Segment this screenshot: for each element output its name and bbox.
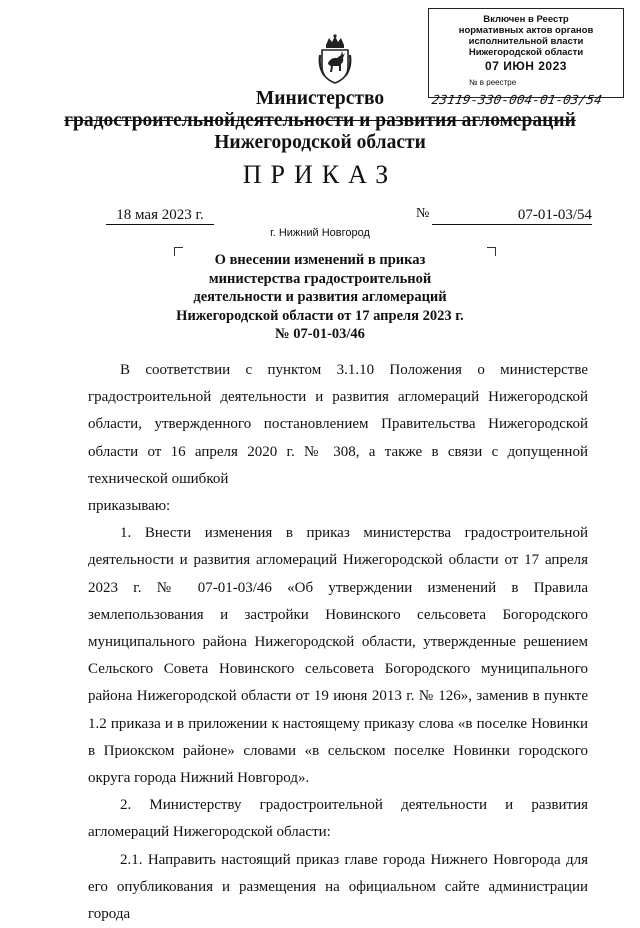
number-sign: № <box>416 206 430 221</box>
body-paragraph-item-1: 1. Внести изменения в приказ министерства градостроительной деятельности и развития агломераций Нижегородской области от 17 апреля 2023 г. № 07-01-03/46 «Об утверждении изменений в Правила землепользования и застройки Новинского сельсовета Богородского муниципального района Нижегородской области, утвержденные решением Сельского Совета Новинского сельсовета Богородского муниципального района Нижегородской области от 19 июня 2013 г. № 126», заменив в пункте 1.2 приказа и в приложении к настоящему приказу слова «в поселке Новинки в Приокском районе» словами «в сельском поселке Новинки городского округа города Нижний Новгород». <box>88 525 588 787</box>
subject-line: министерства градостроительной <box>208 270 432 287</box>
body-order-word: приказываю: <box>88 498 171 515</box>
ministry-region: Нижегородской области <box>214 132 426 153</box>
body-paragraph-preamble: В соответствии с пунктом 3.1.10 Положения о министерстве градостроительной деятельности и развития агломераций Нижегородской области, утвержденного постановлением Правительства Нижегородской области от 16 апреля 2020 г. № 308, а также в связи с допущенной технической ошибкой <box>88 362 588 487</box>
document-type-heading: ПРИКАЗ <box>242 160 398 189</box>
stamp-registry-number: 23119-330-004-01-03/54 <box>430 92 604 107</box>
coat-of-arms-icon <box>316 33 354 85</box>
stamp-line: нормативных актов органов <box>458 25 594 36</box>
subject-line: деятельности и развития агломераций <box>193 289 447 305</box>
body-paragraph-item-2-1: 2.1. Направить настоящий приказ главе города Нижнего Новгорода для его опубликования и размещения на официальном сайте администрации города <box>88 851 588 923</box>
document-city: г. Нижний Новгород <box>270 227 370 239</box>
document-number: 07-01-03/54 <box>432 206 592 225</box>
stamp-date: 07 ИЮН 2023 <box>485 59 567 73</box>
stamp-line: Нижегородской области <box>468 47 584 58</box>
subject-line: № 07-01-03/46 <box>275 326 365 342</box>
stamp-line: исполнительной власти <box>468 36 584 47</box>
document-body <box>88 357 588 928</box>
document-subject <box>150 251 490 344</box>
subject-line: О внесении изменений в приказ <box>214 252 426 268</box>
document-date: 18 мая 2023 г. <box>106 206 214 225</box>
ministry-title: Министерство <box>255 88 385 109</box>
body-paragraph-item-2: 2. Министерству градостроительной деятельности и развития агломераций Нижегородской области: <box>88 797 588 841</box>
stamp-line: Включен в Реестр <box>483 14 569 25</box>
stamp-registry-label: № в реестре <box>469 78 517 87</box>
subject-line: Нижегородской области от 17 апреля 2023 г. <box>176 307 464 324</box>
registry-stamp <box>428 8 624 98</box>
ministry-title-line2: градостроительнойдеятельности и развития агломераций <box>64 110 576 131</box>
